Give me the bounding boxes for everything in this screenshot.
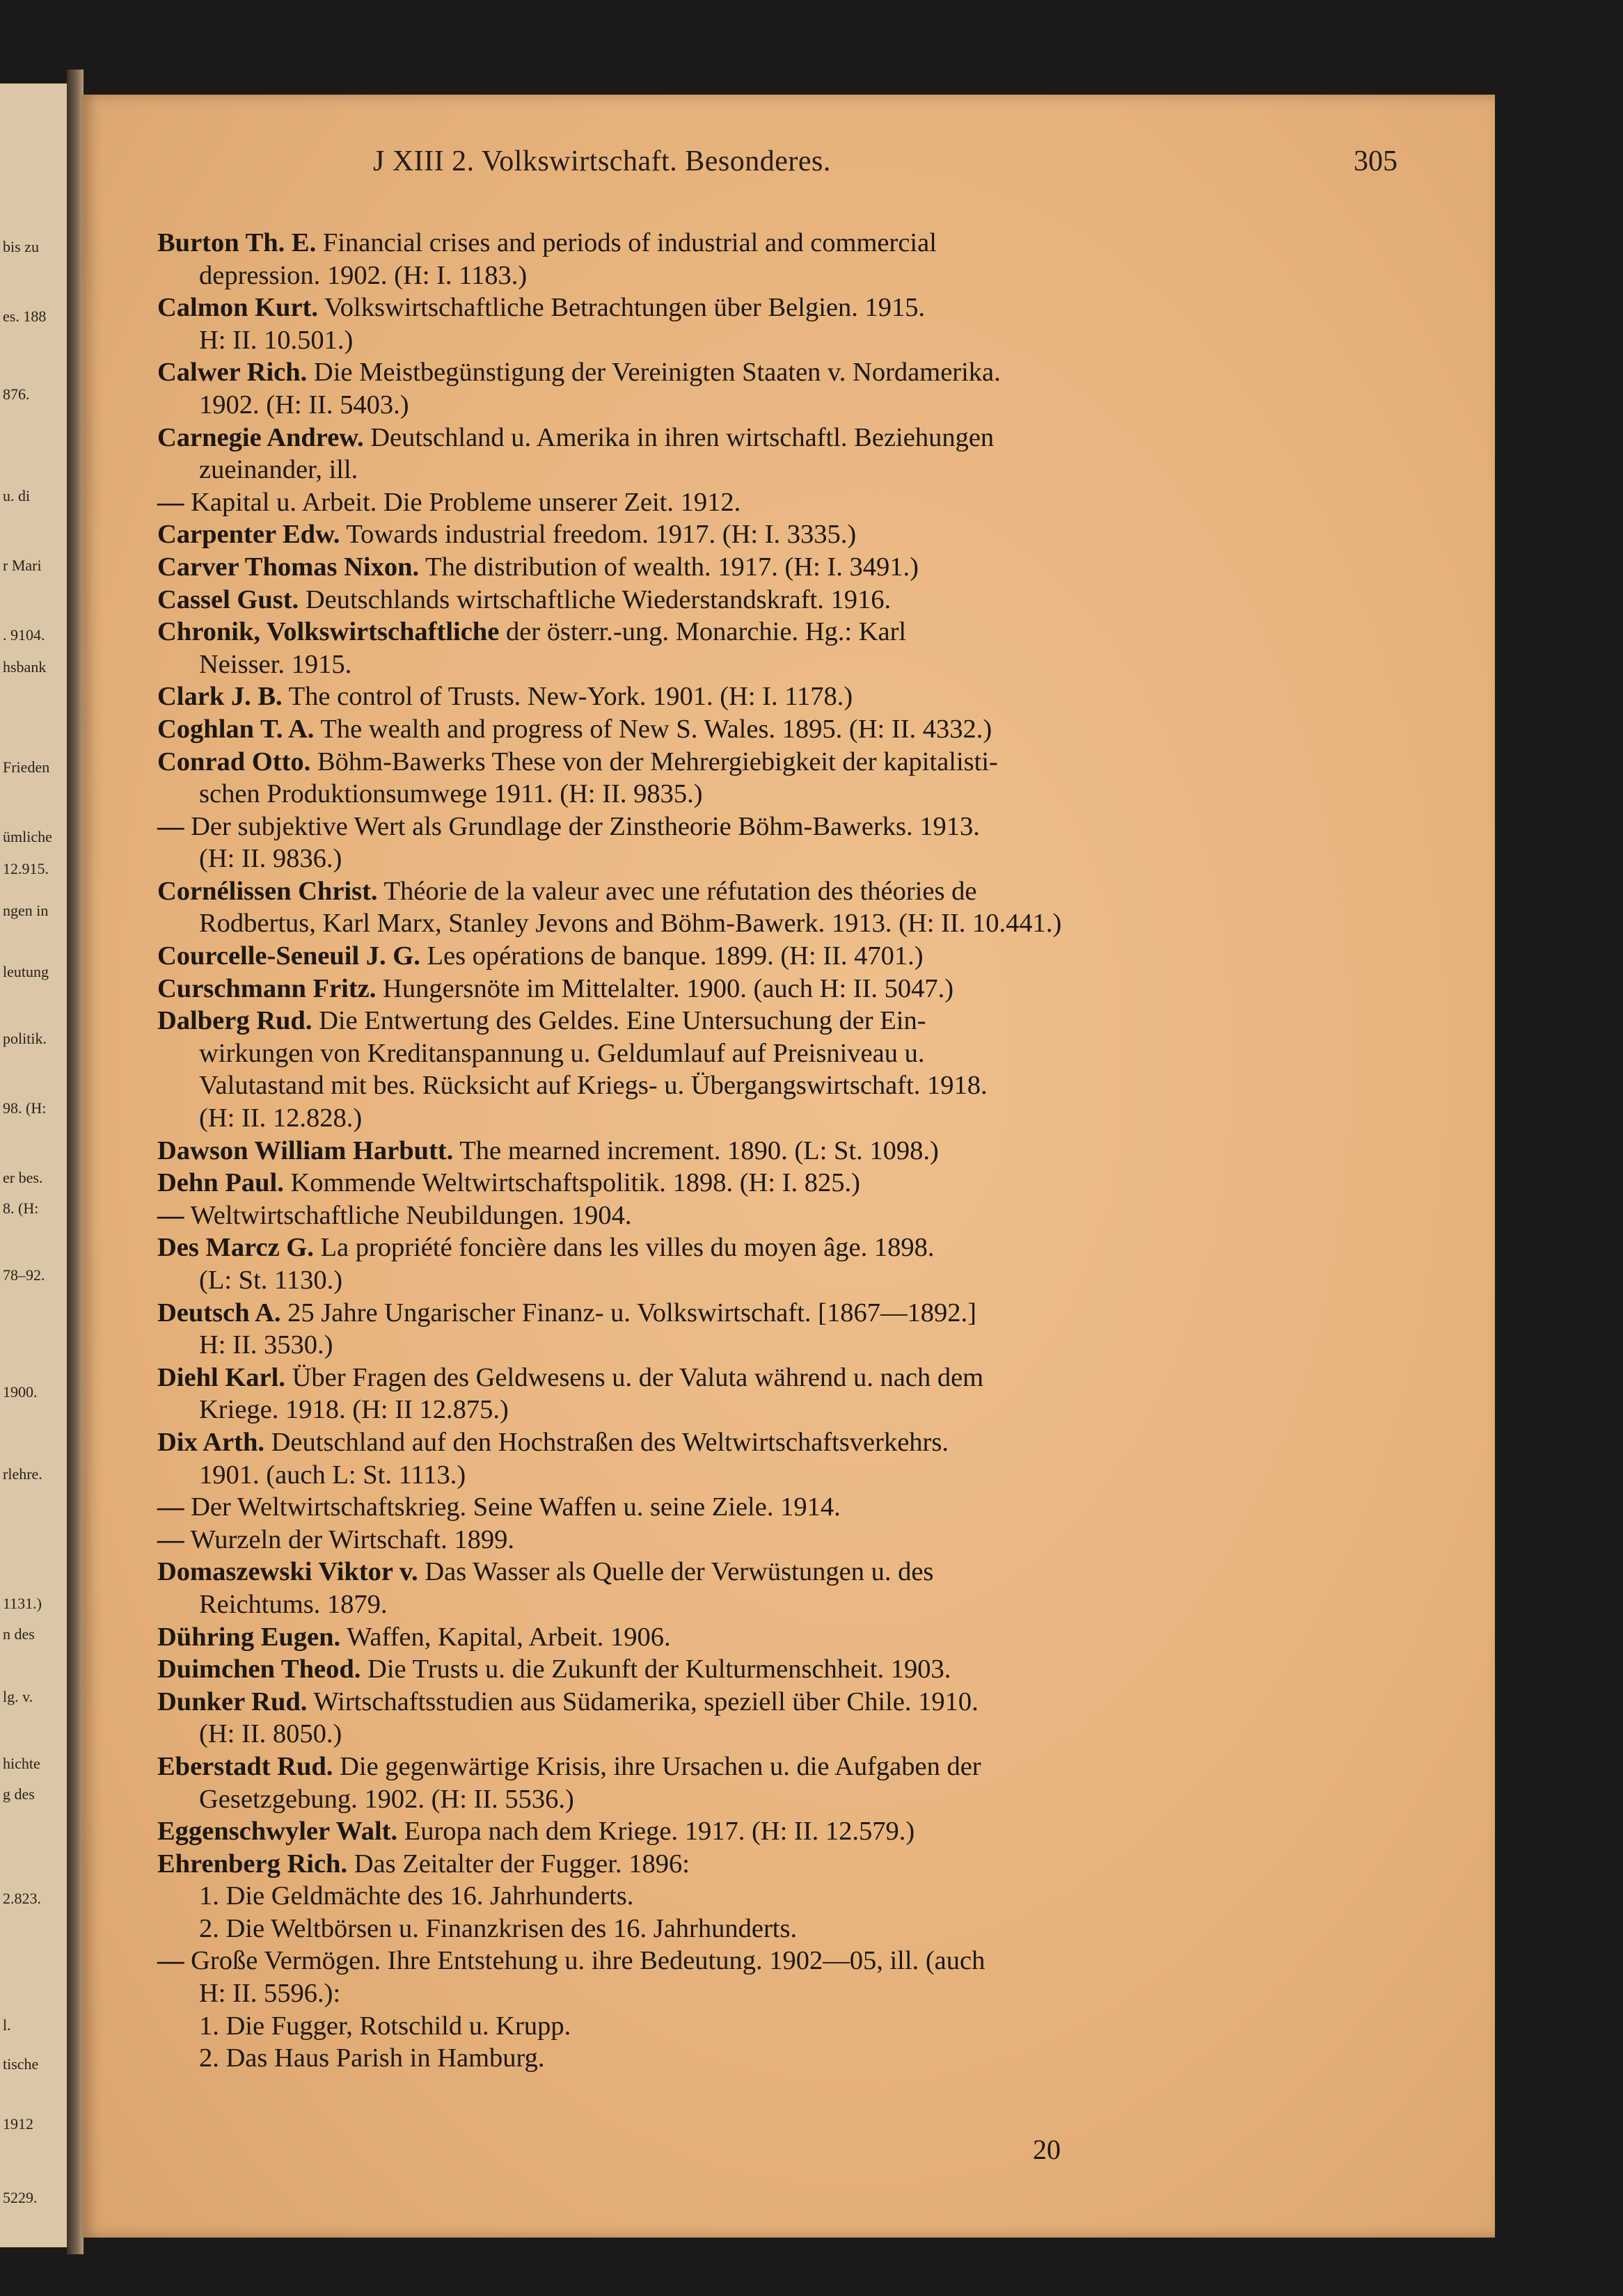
entry-text: (L: St. 1130.) xyxy=(199,1266,343,1295)
entry-author: Dühring Eugen. xyxy=(157,1622,341,1652)
entry-continuation-line xyxy=(157,648,1340,681)
bibliography-entry xyxy=(157,1751,1340,1815)
entry-author: Eberstadt Rud. xyxy=(157,1751,333,1781)
entry-first-line xyxy=(157,551,1340,584)
left-page-fragment: lg. v. xyxy=(3,1688,33,1705)
bibliography-entry xyxy=(157,616,1340,680)
bibliography-entry xyxy=(157,746,1340,811)
left-page-fragment: 8. (H: xyxy=(3,1199,39,1217)
left-page-fragment: n des xyxy=(3,1625,35,1643)
left-page-fragment: Frieden xyxy=(3,758,50,776)
bibliography-entry xyxy=(157,551,1340,584)
entry-text: H: II. 5596.): xyxy=(199,1979,341,2009)
entry-author: Dawson William Harbutt. xyxy=(157,1135,454,1165)
entry-text: 1902. (H: II. 5403.) xyxy=(199,390,409,420)
entry-text: Les opérations de banque. 1899. (H: II. 4701.) xyxy=(427,941,924,971)
entry-first-line xyxy=(157,1135,1340,1167)
left-page-fragment: 98. (H: xyxy=(3,1099,47,1117)
entry-first-line xyxy=(157,1848,1340,1881)
entry-author: Carpenter Edw. xyxy=(157,520,340,550)
bibliography-entry xyxy=(157,1848,1340,1945)
entry-text: Kommende Weltwirtschaftspolitik. 1898. (H: I. 825.) xyxy=(290,1168,860,1198)
book-page xyxy=(82,95,1495,2238)
entry-first-line xyxy=(157,973,1340,1005)
entry-first-line xyxy=(157,616,1340,648)
entry-author: Cassel Gust. xyxy=(157,584,299,614)
entry-continuation-line xyxy=(157,843,1340,875)
bibliography-entry xyxy=(157,1297,1340,1362)
entry-continuation-line xyxy=(157,907,1340,940)
entry-author: Cornélissen Christ. xyxy=(157,876,378,906)
bibliography-entry xyxy=(157,292,1340,356)
entry-first-line xyxy=(157,1686,1340,1719)
entry-first-line xyxy=(157,1524,1340,1556)
bibliography-entry xyxy=(157,875,1340,940)
entry-first-line xyxy=(157,584,1340,616)
entry-first-line xyxy=(157,1297,1340,1330)
entry-author: Burton Th. E. xyxy=(157,228,317,257)
entry-first-line xyxy=(157,227,1340,260)
entry-text: der österr.-ung. Monarchie. Hg.: Karl xyxy=(505,617,907,647)
left-page-fragment: 1912 xyxy=(3,2115,33,2132)
entry-text: Wirtschaftsstudien aus Südamerika, speziell über Chile. 1910. xyxy=(313,1687,979,1716)
entry-first-line xyxy=(157,1815,1340,1848)
entry-text: 25 Jahre Ungarischer Finanz- u. Volkswirtschaft. [1867—1892.] xyxy=(287,1298,976,1328)
entry-author: Des Marcz G. xyxy=(157,1233,314,1263)
bibliography-list xyxy=(157,227,1340,2075)
entry-text: Kapital u. Arbeit. Die Probleme unserer Zeit. 1912. xyxy=(191,487,741,517)
bibliography-entry xyxy=(157,1686,1340,1751)
entry-author: Chronik, Volkswirtschaftliche xyxy=(157,617,500,647)
bibliography-entry xyxy=(157,713,1340,746)
left-page-fragment: ngen in xyxy=(3,902,49,919)
entry-continuation-line xyxy=(157,1037,1340,1070)
entry-continuation-line xyxy=(157,2010,1340,2043)
entry-first-line xyxy=(157,875,1340,908)
bibliography-entry xyxy=(157,811,1340,875)
entry-continuation-line xyxy=(157,1588,1340,1621)
header-title: J XIII 2. Volkswirtschaft. Besonderes. xyxy=(373,145,831,177)
entry-author: Duimchen Theod. xyxy=(157,1655,361,1684)
entry-text: Die gegenwärtige Krisis, ihre Ursachen u. die Aufgaben der xyxy=(340,1751,981,1781)
left-page-fragment: 1131.) xyxy=(3,1595,42,1612)
entry-continuation-line xyxy=(157,1329,1340,1362)
entry-first-line xyxy=(157,940,1340,973)
bibliography-entry xyxy=(157,973,1340,1005)
entry-first-line xyxy=(157,292,1340,324)
entry-continuation-line xyxy=(157,454,1340,486)
entry-text: Die Trusts u. die Zukunft der Kulturmenschheit. 1903. xyxy=(367,1655,951,1684)
bibliography-entry xyxy=(157,356,1340,421)
left-page-fragment: 1900. xyxy=(3,1383,38,1401)
book-gutter xyxy=(67,70,84,2254)
entry-first-line xyxy=(157,422,1340,454)
entry-first-line xyxy=(157,811,1340,843)
entry-first-line xyxy=(157,680,1340,713)
bibliography-entry xyxy=(157,1199,1340,1232)
entry-author: Courcelle-Seneuil J. G. xyxy=(157,941,420,971)
entry-author: Ehrenberg Rich. xyxy=(157,1849,348,1879)
entry-first-line xyxy=(157,713,1340,746)
bibliography-entry xyxy=(157,1945,1340,2074)
bibliography-entry xyxy=(157,1167,1340,1199)
bibliography-entry xyxy=(157,486,1340,519)
entry-text: Über Fragen des Geldwesens u. der Valuta während u. nach dem xyxy=(292,1362,984,1392)
left-page-fragment: 5229. xyxy=(3,2189,38,2206)
entry-text: 1. Die Geldmächte des 16. Jahrhunderts. xyxy=(199,1881,634,1911)
entry-author: Domaszewski Viktor v. xyxy=(157,1557,418,1587)
signature-mark: 20 xyxy=(1033,2134,1061,2165)
entry-author: — xyxy=(157,811,184,841)
bibliography-entry xyxy=(157,680,1340,713)
entry-first-line xyxy=(157,518,1340,551)
left-page-fragment: . 9104. xyxy=(3,626,45,644)
entry-author: — xyxy=(157,1492,184,1522)
entry-text: The control of Trusts. New-York. 1901. (H: I. 1178.) xyxy=(288,682,853,712)
entry-author: — xyxy=(157,1946,184,1976)
entry-author: Calmon Kurt. xyxy=(157,293,318,323)
entry-text: The mearned increment. 1890. (L: St. 1098.) xyxy=(459,1135,939,1165)
entry-continuation-line xyxy=(157,1913,1340,1945)
entry-first-line xyxy=(157,1621,1340,1654)
entry-text: Wurzeln der Wirtschaft. 1899. xyxy=(190,1524,514,1554)
bibliography-entry xyxy=(157,1426,1340,1491)
bibliography-entry xyxy=(157,422,1340,486)
entry-first-line xyxy=(157,1653,1340,1686)
entry-text: Deutschland auf den Hochstraßen des Weltwirtschaftsverkehrs. xyxy=(271,1427,949,1457)
entry-text: Große Vermögen. Ihre Entstehung u. ihre Bedeutung. 1902—05, ill. (auch xyxy=(191,1946,985,1976)
entry-continuation-line xyxy=(157,389,1340,422)
entry-text: Rodbertus, Karl Marx, Stanley Jevons and Böhm-Bawerk. 1913. (H: II. 10.441.) xyxy=(199,909,1062,939)
bibliography-entry xyxy=(157,1362,1340,1426)
entry-text: Der subjektive Wert als Grundlage der Zinstheorie Böhm-Bawerks. 1913. xyxy=(191,811,980,841)
entry-text: Valutastand mit bes. Rücksicht auf Kriegs- u. Übergangswirtschaft. 1918. xyxy=(199,1071,988,1101)
entry-text: The wealth and progress of New S. Wales. 1895. (H: II. 4332.) xyxy=(320,714,992,744)
entry-continuation-line xyxy=(157,1718,1340,1751)
bibliography-entry xyxy=(157,1815,1340,1848)
bibliography-entry xyxy=(157,1524,1340,1556)
entry-author: Dunker Rud. xyxy=(157,1687,308,1716)
entry-text: Die Meistbegünstigung der Vereinigten Staaten v. Nordamerika. xyxy=(313,358,1001,388)
entry-text: Die Entwertung des Geldes. Eine Untersuchung der Ein- xyxy=(319,1006,926,1036)
bibliography-entry xyxy=(157,584,1340,616)
entry-author: Dehn Paul. xyxy=(157,1168,284,1198)
entry-text: Böhm-Bawerks These von der Mehrergiebigkeit der kapitalisti- xyxy=(317,747,998,776)
entry-author: Carver Thomas Nixon. xyxy=(157,552,420,582)
entry-continuation-line xyxy=(157,1783,1340,1816)
left-page-fragment: g des xyxy=(3,1785,35,1803)
entry-text: Deutschland u. Amerika in ihren wirtschaftl. Beziehungen xyxy=(370,422,995,452)
entry-first-line xyxy=(157,1362,1340,1394)
entry-text: Weltwirtschaftliche Neubildungen. 1904. xyxy=(190,1200,632,1230)
entry-text: (H: II. 9836.) xyxy=(199,844,342,874)
entry-first-line xyxy=(157,356,1340,389)
entry-text: 1. Die Fugger, Rotschild u. Krupp. xyxy=(199,2011,571,2041)
entry-continuation-line xyxy=(157,260,1340,292)
bibliography-entry xyxy=(157,1231,1340,1296)
entry-text: Volkswirtschaftliche Betrachtungen über Belgien. 1915. xyxy=(324,293,926,323)
entry-text: Das Wasser als Quelle der Verwüstungen u. des xyxy=(425,1557,934,1587)
left-page-fragment: u. di xyxy=(3,487,31,504)
entry-text: La propriété foncière dans les villes du moyen âge. 1898. xyxy=(320,1233,935,1263)
entry-author: Dix Arth. xyxy=(157,1427,264,1457)
entry-text: Hungersnöte im Mittelalter. 1900. (auch H: II. 5047.) xyxy=(383,973,954,1003)
entry-text: depression. 1902. (H: I. 1183.) xyxy=(199,260,528,290)
entry-author: — xyxy=(157,1200,184,1230)
entry-text: Gesetzgebung. 1902. (H: II. 5536.) xyxy=(199,1784,574,1814)
entry-first-line xyxy=(157,1426,1340,1459)
left-page-fragment: es. 188 xyxy=(3,308,47,325)
entry-first-line xyxy=(157,1945,1340,1977)
entry-text: Das Zeitalter der Fugger. 1896: xyxy=(354,1849,690,1879)
entry-text: (H: II. 8050.) xyxy=(199,1719,342,1749)
entry-text: wirkungen von Kreditanspannung u. Geldumlauf auf Preisniveau u. xyxy=(199,1038,925,1068)
entry-continuation-line xyxy=(157,1394,1340,1426)
entry-text: 2. Die Weltbörsen u. Finanzkrisen des 16. Jahrhunderts. xyxy=(199,1913,798,1943)
entry-first-line xyxy=(157,746,1340,779)
entry-continuation-line xyxy=(157,1459,1340,1492)
entry-author: Conrad Otto. xyxy=(157,747,311,776)
entry-text: 1901. (auch L: St. 1113.) xyxy=(199,1460,466,1490)
left-page-fragment: bis zu xyxy=(3,238,39,255)
entry-first-line xyxy=(157,1167,1340,1199)
entry-text: Théorie de la valeur avec une réfutation des théories de xyxy=(383,876,977,906)
entry-text: The distribution of wealth. 1917. (H: I. 3491.) xyxy=(425,552,919,582)
entry-author: Coghlan T. A. xyxy=(157,714,315,744)
left-page-fragment: hichte xyxy=(3,1755,40,1772)
entry-text: Neisser. 1915. xyxy=(199,649,352,679)
bibliography-entry xyxy=(157,518,1340,551)
entry-text: Deutschlands wirtschaftliche Wiederstandskraft. 1916. xyxy=(305,584,892,614)
entry-author: Calwer Rich. xyxy=(157,358,308,388)
entry-continuation-line xyxy=(157,1977,1340,2010)
entry-text: zueinander, ill. xyxy=(199,455,358,485)
entry-text: schen Produktionsumwege 1911. (H: II. 9835.) xyxy=(199,779,703,809)
bibliography-entry xyxy=(157,1135,1340,1167)
left-page-fragment: ümliche xyxy=(3,828,52,845)
entry-text: (H: II. 12.828.) xyxy=(199,1103,363,1133)
bibliography-entry xyxy=(157,1005,1340,1134)
left-page-fragment: politik. xyxy=(3,1030,47,1047)
entry-author: Carnegie Andrew. xyxy=(157,422,364,452)
left-page-fragment: leutung xyxy=(3,963,49,980)
entry-continuation-line xyxy=(157,2042,1340,2075)
left-page-fragment: 78–92. xyxy=(3,1266,45,1284)
left-page-fragment: 2.823. xyxy=(3,1890,41,1907)
bibliography-entry xyxy=(157,1556,1340,1620)
entry-author: Deutsch A. xyxy=(157,1298,281,1328)
entry-text: Towards industrial freedom. 1917. (H: I. 3335.) xyxy=(346,520,857,550)
entry-continuation-line xyxy=(157,778,1340,811)
entry-text: H: II. 3530.) xyxy=(199,1330,333,1360)
entry-text: 2. Das Haus Parish in Hamburg. xyxy=(199,2043,545,2073)
entry-author: — xyxy=(157,1524,184,1554)
entry-first-line xyxy=(157,1231,1340,1264)
bibliography-entry xyxy=(157,1653,1340,1686)
entry-first-line xyxy=(157,1751,1340,1783)
bibliography-entry xyxy=(157,1491,1340,1524)
left-page-fragment: 12.915. xyxy=(3,860,49,877)
entry-text: Waffen, Kapital, Arbeit. 1906. xyxy=(347,1622,671,1652)
left-page-fragment: l. xyxy=(3,2016,11,2034)
entry-author: Curschmann Fritz. xyxy=(157,973,377,1003)
entry-text: Der Weltwirtschaftskrieg. Seine Waffen u. seine Ziele. 1914. xyxy=(191,1492,841,1522)
entry-author: — xyxy=(157,487,184,517)
entry-continuation-line xyxy=(157,1102,1340,1135)
entry-first-line xyxy=(157,1199,1340,1232)
entry-text: Kriege. 1918. (H: II 12.875.) xyxy=(199,1395,509,1425)
running-header xyxy=(193,145,1488,186)
entry-continuation-line xyxy=(157,1069,1340,1102)
bibliography-entry xyxy=(157,940,1340,973)
entry-text: Reichtums. 1879. xyxy=(199,1589,388,1619)
entry-author: Dalberg Rud. xyxy=(157,1006,312,1036)
entry-author: Diehl Karl. xyxy=(157,1362,285,1392)
entry-first-line xyxy=(157,1005,1340,1037)
entry-text: H: II. 10.501.) xyxy=(199,325,354,355)
entry-first-line xyxy=(157,1556,1340,1588)
left-page-fragment: er bes. xyxy=(3,1169,43,1186)
left-page-fragment: r Mari xyxy=(3,557,42,574)
bibliography-entry xyxy=(157,227,1340,292)
left-page-fragment: hsbank xyxy=(3,658,47,676)
entry-author: Clark J. B. xyxy=(157,682,283,712)
left-page-fragment: 876. xyxy=(3,385,30,403)
left-page-fragment: tische xyxy=(3,2055,39,2073)
left-page-fragment: rlehre. xyxy=(3,1465,42,1483)
entry-author: Eggenschwyler Walt. xyxy=(157,1817,398,1847)
entry-continuation-line xyxy=(157,1880,1340,1913)
entry-text: Financial crises and periods of industrial and commercial xyxy=(322,228,937,257)
entry-text: Europa nach dem Kriege. 1917. (H: II. 12.579.) xyxy=(404,1817,915,1847)
entry-continuation-line xyxy=(157,324,1340,357)
page-number: 305 xyxy=(1354,145,1398,177)
entry-continuation-line xyxy=(157,1264,1340,1297)
entry-first-line xyxy=(157,1491,1340,1524)
entry-first-line xyxy=(157,486,1340,519)
bibliography-entry xyxy=(157,1621,1340,1654)
